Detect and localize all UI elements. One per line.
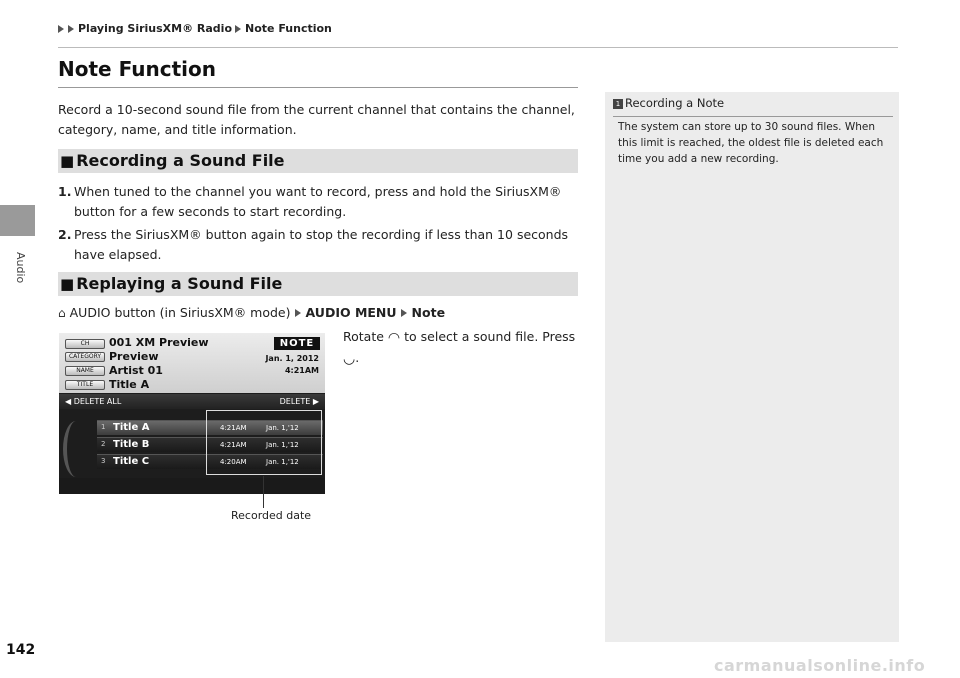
section-heading-recording (58, 149, 578, 173)
breadcrumb-arrow-icon (235, 25, 241, 33)
section-title: Recording a Sound File (76, 151, 285, 170)
row-number: 2 (101, 440, 106, 448)
side-section-label: Audio (14, 252, 27, 284)
screen-action-bar (59, 394, 325, 409)
breadcrumb-item-note-function[interactable]: Note Function (245, 22, 332, 35)
path-arrow-icon (295, 309, 301, 317)
title-divider (58, 87, 578, 88)
rotate-text-before: Rotate (343, 329, 384, 344)
step-item (58, 225, 578, 265)
page-title: Note Function (58, 57, 216, 81)
menu-path (58, 305, 445, 320)
row-time: 4:21AM (220, 424, 247, 432)
row-title: Title C (113, 456, 150, 467)
row-title: Title B (113, 439, 150, 450)
note-badge: NOTE (274, 337, 320, 350)
row-time: 4:21AM (220, 441, 247, 449)
delete-button[interactable]: DELETE ▶ (279, 397, 319, 406)
screen-date: Jan. 1, 2012 (265, 354, 319, 363)
watermark: carmanualsonline.info (714, 656, 926, 675)
callout-line (263, 476, 264, 508)
path-start: AUDIO button (in SiriusXM® mode) (69, 305, 291, 320)
section-heading-replaying (58, 272, 578, 296)
reference-number-icon: 1 (613, 99, 623, 109)
row-number: 1 (101, 423, 106, 431)
category-value: Preview (109, 350, 159, 363)
screen-time: 4:21AM (284, 366, 319, 375)
step-item (58, 182, 578, 222)
breadcrumb-arrow-icon (68, 25, 74, 33)
delete-all-button[interactable]: ◀ DELETE ALL (65, 397, 122, 406)
page-number: 142 (6, 642, 36, 658)
row-title: Title A (113, 422, 150, 433)
row-date: Jan. 1,'12 (266, 424, 299, 432)
recording-steps (58, 182, 578, 268)
section-title: Replaying a Sound File (76, 274, 283, 293)
rotate-knob-icon: ◠ (387, 330, 401, 346)
note-screen-image (59, 333, 325, 494)
tag-category: CATEGORY (65, 352, 105, 362)
screen-info-panel (59, 333, 325, 393)
tag-ch: CH (65, 339, 105, 349)
breadcrumb-arrow-icon (58, 25, 64, 33)
rotate-text-after: to select a sound file. Press (404, 329, 576, 344)
row-time: 4:20AM (220, 458, 247, 466)
screen-bottom-strip (59, 478, 325, 494)
step-text: When tuned to the channel you want to record, press and hold the SiriusXM® button for a few seconds to start recording. (74, 184, 562, 219)
home-icon: ⌂ (58, 305, 66, 320)
sidebar-body: The system can store up to 30 sound files. When this limit is reached, the oldest file is deleted each time you add a new recording. (618, 121, 884, 165)
sidebar-heading (613, 96, 893, 117)
section-square-icon: ■ (60, 152, 75, 170)
breadcrumb-item-playing-siriusxm[interactable]: Playing SiriusXM® Radio (78, 22, 233, 35)
side-tab-marker (0, 205, 35, 236)
row-date: Jan. 1,'12 (266, 441, 299, 449)
recorded-date-highlight (206, 410, 322, 475)
step-number: 2. (58, 227, 72, 242)
step-number: 1. (58, 184, 72, 199)
callout-recorded-date: Recorded date (231, 509, 312, 522)
press-knob-icon: ◡ (343, 351, 356, 367)
rotate-instruction (343, 327, 583, 369)
tag-title: TITLE (65, 380, 105, 390)
header-divider (58, 47, 898, 48)
dial-arc-icon (63, 421, 89, 477)
path-menu: AUDIO MENU (305, 305, 397, 320)
section-square-icon: ■ (60, 275, 75, 293)
path-arrow-icon (401, 309, 407, 317)
row-number: 3 (101, 457, 106, 465)
title-value: Title A (109, 378, 150, 391)
tag-name: NAME (65, 366, 105, 376)
channel-value: 001 XM Preview (109, 336, 209, 349)
intro-paragraph: Record a 10-second sound file from the current channel that contains the channel, category, name, and title information. (58, 102, 575, 137)
sidebar-heading-text: Recording a Note (625, 96, 725, 110)
name-value: Artist 01 (109, 364, 163, 377)
row-date: Jan. 1,'12 (266, 458, 299, 466)
breadcrumb (58, 22, 332, 35)
path-item: Note (411, 305, 446, 320)
step-text: Press the SiriusXM® button again to stop the recording if less than 10 seconds have elapsed. (74, 227, 569, 262)
notes-sidebar (605, 92, 899, 642)
rotate-text-end: . (355, 350, 360, 365)
